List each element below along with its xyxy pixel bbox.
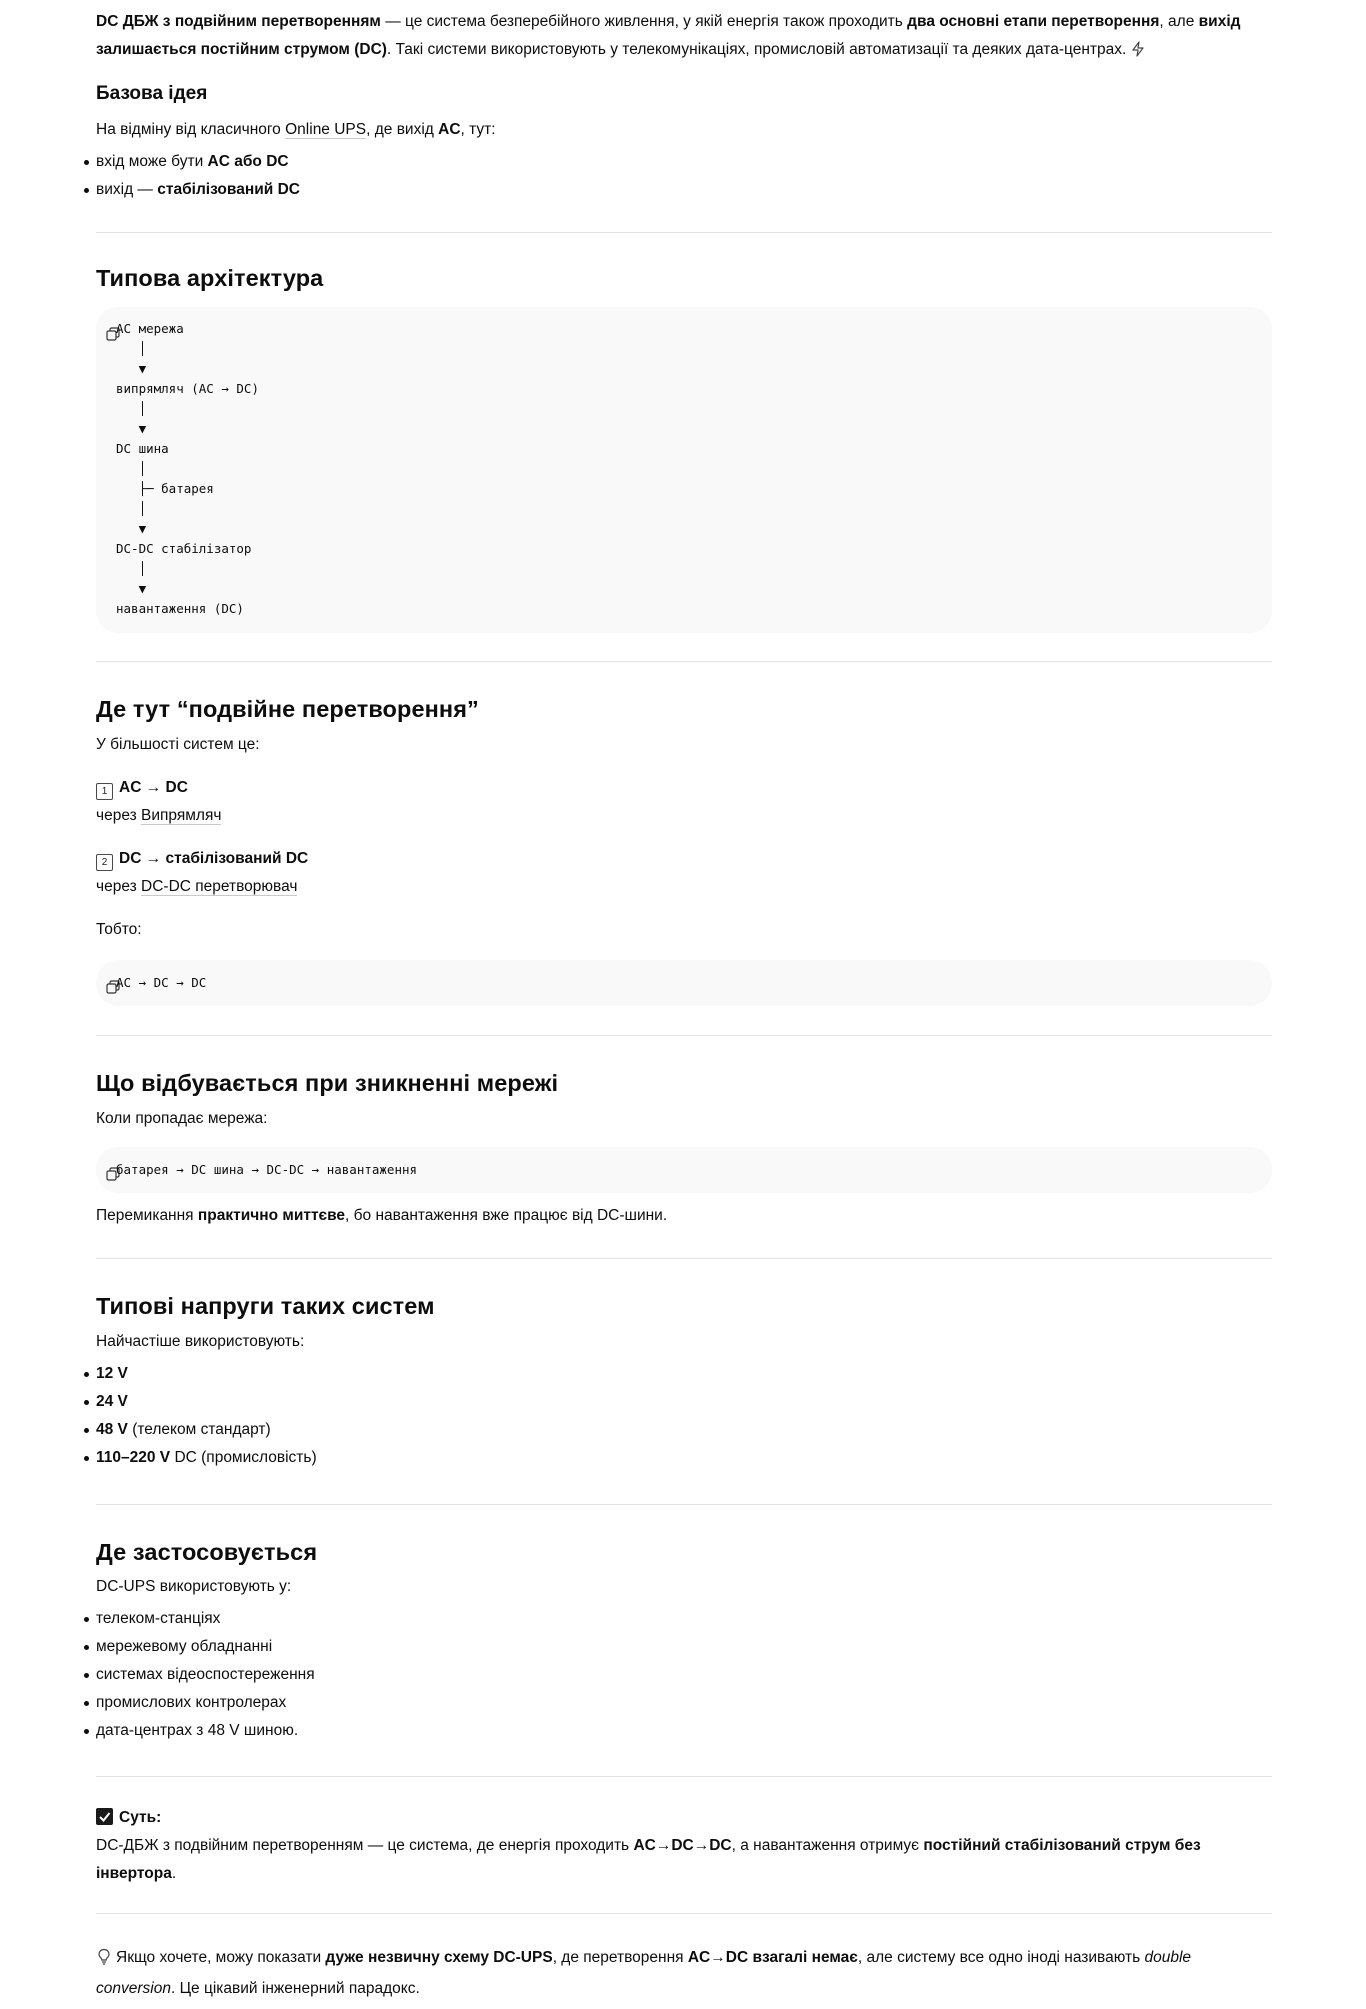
list-item: 110–220 V DC (промисловість) (96, 1444, 317, 1472)
keycap-2-icon: 2 (96, 854, 113, 871)
list-item: 24 V (96, 1388, 317, 1416)
intro-paragraph: DC ДБЖ з подвійним перетворенням — це система безперебійного живлення, у якій енергія також проходить два основні етапи перетворення, але вихід залишається постійним струмом (DC). Такі системи використовують у телекомунікаціях, промисловій автоматизації та деяких дата-центрах. (96, 8, 1272, 67)
list-item: промислових контролерах (96, 1689, 315, 1717)
voltages-heading: Типові напруги таких систем (96, 1293, 435, 1319)
divider (96, 1776, 1272, 1777)
divider (96, 661, 1272, 662)
step-1-via: через Випрямляч (96, 807, 222, 824)
outage-heading: Що відбувається при зникненні мережі (96, 1070, 559, 1096)
summary-text: DC-ДБЖ з подвійним перетворенням — це система, де енергія проходить AC→DC→DC, а навантаження отримує постійний стабілізований струм без інвертора. (96, 1837, 1201, 1882)
light-bulb-icon (96, 1947, 112, 1975)
outage-code-block (96, 1147, 1272, 1193)
architecture-code-block (96, 307, 1272, 633)
double-conversion-heading: Де тут “подвійне перетворення” (96, 696, 479, 722)
lightning-icon (1130, 39, 1146, 67)
double-conversion-lead: У більшості систем це: (96, 736, 260, 753)
step-1-title: 1 AC → DC (96, 774, 188, 802)
divider (96, 1504, 1272, 1505)
list-item: вихід — стабілізований DC (96, 176, 300, 204)
list-item: вхід може бути AC або DC (96, 148, 300, 176)
list-item: дата-центрах з 48 V шиною. (96, 1717, 315, 1745)
divider (96, 232, 1272, 233)
basic-idea-list (96, 148, 300, 204)
offer-text: Якщо хочете, можу показати дуже незвичну схему DC-UPS, де перетворення AC→DC взагалі немає, але систему все одно іноді називають double conversion. Це цікавий інженерний парадокс. (96, 1949, 1192, 1997)
step-2-title: 2 DC → стабілізований DC (96, 845, 308, 873)
list-item: 48 V (телеком стандарт) (96, 1416, 317, 1444)
online-ups-link[interactable]: Online UPS (285, 121, 367, 138)
architecture-diagram: AC мережа │ ▼ випрямляч (AC → DC) │ ▼ DC шина │ ├─ батарея │ ▼ DC-DC стабілізатор │ ▼ навантаження (DC) (116, 321, 259, 616)
conversion-chain: AC → DC → DC (116, 975, 207, 990)
step-2-via: через DC-DC перетворювач (96, 878, 298, 895)
check-mark-icon (96, 1808, 113, 1825)
usage-lead: DC-UPS використовують у: (96, 1578, 292, 1595)
outage-after: Перемикання практично миттєве, бо навантаження вже працює від DC-шини. (96, 1207, 668, 1224)
architecture-heading: Типова архітектура (96, 265, 324, 291)
divider (96, 1913, 1272, 1914)
conversion-code-block (96, 960, 1272, 1006)
outage-lead: Коли пропадає мережа: (96, 1110, 268, 1127)
voltages-lead: Найчастіше використовують: (96, 1333, 305, 1350)
outage-chain: батарея → DC шина → DC-DC → навантаження (116, 1162, 418, 1177)
tobto-text: Тобто: (96, 921, 142, 938)
keycap-1-icon: 1 (96, 783, 113, 800)
divider (96, 1035, 1272, 1036)
list-item: мережевому обладнанні (96, 1633, 315, 1661)
rectifier-link[interactable]: Випрямляч (141, 807, 222, 824)
list-item: 12 V (96, 1360, 317, 1388)
divider (96, 1258, 1272, 1259)
chat-response (96, 0, 1272, 2009)
basic-idea-heading: Базова ідея (96, 83, 208, 104)
usage-heading: Де застосовується (96, 1539, 318, 1565)
dc-dc-converter-link[interactable]: DC-DC перетворювач (141, 878, 298, 895)
voltages-list (96, 1360, 317, 1472)
summary-label: Суть: (96, 1804, 161, 1832)
usage-list (96, 1605, 315, 1745)
list-item: системах відеоспостереження (96, 1661, 315, 1689)
list-item: телеком-станціях (96, 1605, 315, 1633)
basic-idea-lead: На відміну від класичного Online UPS, де вихід AC, тут: (96, 121, 496, 138)
